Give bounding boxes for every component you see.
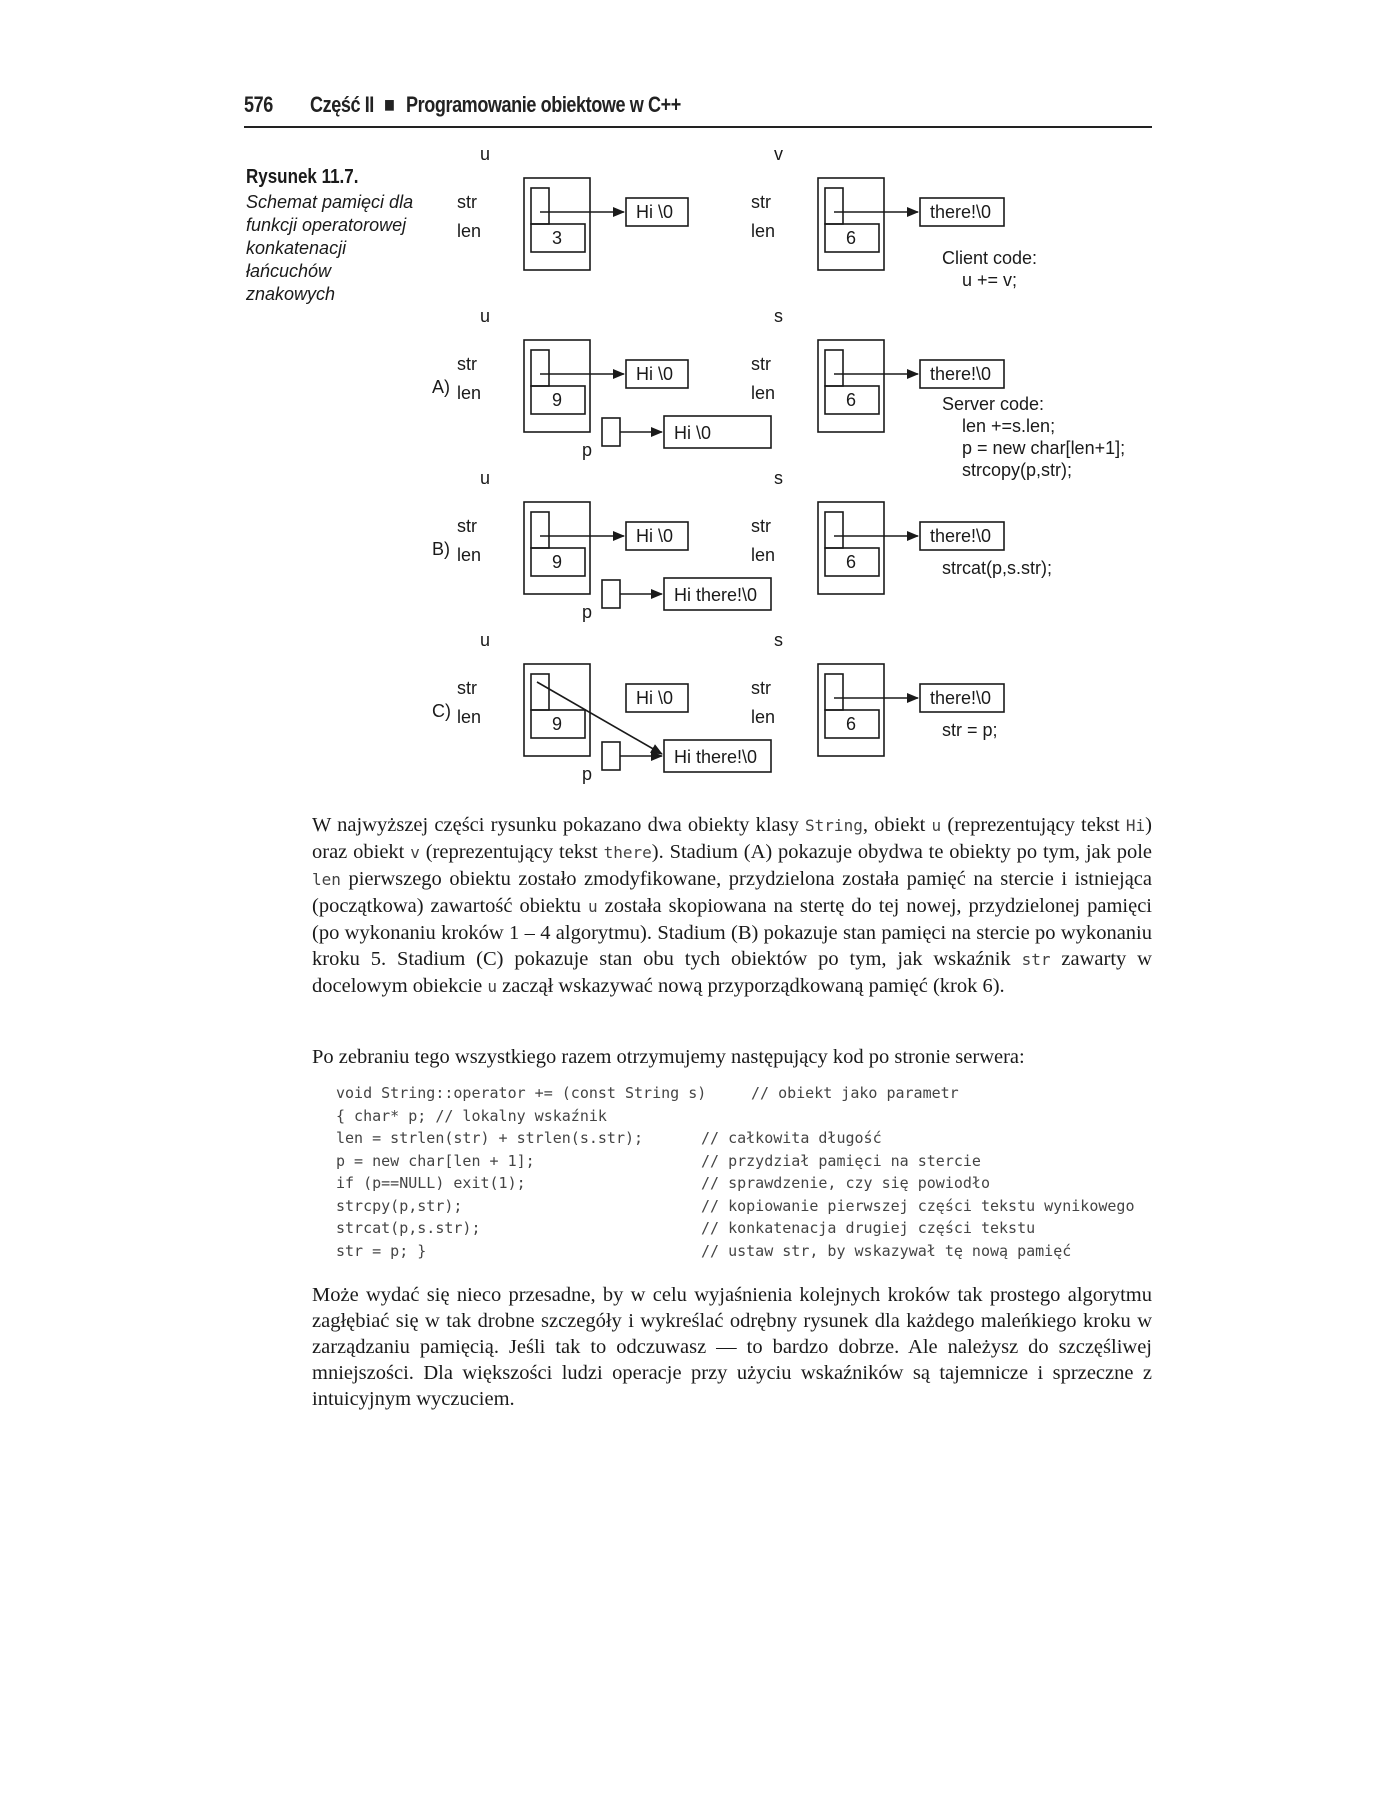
field-label-len: len — [457, 707, 482, 727]
object-name: s — [774, 630, 783, 650]
object-name: u — [480, 468, 491, 488]
field-label-len: len — [457, 221, 482, 241]
str-pointer-cell — [531, 674, 549, 710]
code-line — [336, 1172, 1156, 1195]
inline-code: String — [805, 816, 863, 835]
code-line — [336, 1150, 1156, 1173]
code-statement: strcpy(p,str); — [336, 1196, 463, 1215]
str-pointer-cell — [825, 350, 843, 386]
heap-buffer-text: Hi there!\0 — [674, 747, 758, 767]
object-name: s — [774, 306, 783, 326]
pointer-label-p: p — [582, 764, 593, 784]
len-value: 9 — [552, 552, 563, 572]
len-value: 9 — [552, 714, 563, 734]
str-pointer-cell — [825, 188, 843, 224]
paragraph-explanation: W najwyższej części rysunku pokazano dwa obiekty klasy String, obiekt u (reprezentujący tekst Hi) oraz obiekt v (reprezentujący tekst there). Stadium (A) pokazuje obydwa te obiekty po tym, jak pole len pierwszego obiektu zostało zmodyfikowane, przydzielona została pamięć na stercie i istniejąca (początkowa) zawartość obiektu u została skopiowana na stertę do tej nowej, przydzielonej pamięci (po wykonaniu kroków 1 – 4 algorytmu). Stadium (B) pokazuje stan pamięci na stercie po wykonaniu kroku 5. Stadium (C) pokazuje stan obu tych obiektów po tym, jak wskaźnik str zawarty w docelowym obiekcie u zaczął wskazywać nową przyporządkowaną pamięć (krok 6). — [312, 814, 1153, 997]
field-label-str: str — [457, 354, 477, 374]
inline-code: Hi — [1125, 816, 1146, 835]
buffer-text: there!\0 — [930, 202, 992, 222]
inline-code: u — [487, 977, 497, 996]
str-pointer-cell — [531, 512, 549, 548]
stage-label: B) — [432, 539, 450, 559]
field-label-len: len — [751, 545, 776, 565]
buffer-text: there!\0 — [930, 688, 992, 708]
code-comment: // obiekt jako parametr — [751, 1084, 959, 1102]
inline-code: str — [1021, 950, 1051, 969]
pointer-label-p: p — [582, 440, 593, 460]
field-label-str: str — [457, 516, 477, 536]
field-label-len: len — [751, 707, 776, 727]
len-value: 3 — [552, 228, 563, 248]
heap-buffer-text: Hi \0 — [674, 423, 712, 443]
code-listing — [336, 1082, 1156, 1262]
paragraph-conclusion: Może wydać się nieco przesadne, by w celu wyjaśnienia kolejnych kroków tak prostego algorytmu zagłębiać się w tak drobne szczegóły i wykreślać odrębny rysunek dla każdego maleńkiego kroku w zarządzaniu pamięcią. Jeśli tak to odczuwasz — to bardzo dobrze. Ale należysz do szczęśliwej mniejszości. Dla większości ludzi operacje przy użyciu wskaźników są tajemnicze i sprzeczne z intuicyjnym wyczuciem. — [312, 1284, 1152, 1410]
p-pointer-cell — [602, 580, 620, 608]
inline-code: u — [931, 816, 942, 835]
str-pointer-cell — [825, 512, 843, 548]
code-comment: // konkatenacja drugiej części tekstu — [701, 1219, 1036, 1237]
code-note: Client code: — [942, 248, 1038, 268]
page-number: 576 — [244, 92, 273, 117]
code-note: Server code: — [942, 394, 1045, 414]
buffer-text: Hi \0 — [636, 688, 674, 708]
code-statement: { char* p; // lokalny wskaźnik — [336, 1106, 607, 1125]
code-line — [336, 1240, 1156, 1263]
object-name: u — [480, 306, 491, 326]
len-value: 6 — [846, 714, 857, 734]
str-pointer-cell — [531, 188, 549, 224]
field-label-len: len — [457, 383, 482, 403]
field-label-len: len — [457, 545, 482, 565]
field-label-str: str — [751, 516, 771, 536]
code-line — [336, 1127, 1156, 1150]
part-title: Część II — [310, 92, 374, 117]
code-note: strcat(p,s.str); — [942, 558, 1053, 578]
code-comment: // sprawdzenie, czy się powiodło — [701, 1174, 990, 1192]
code-note: len +=s.len; — [962, 416, 1056, 436]
paragraph-intro-code: Po zebraniu tego wszystkiego razem otrzymujemy następujący kod po stronie serwera: — [312, 1046, 1025, 1068]
code-note: strcopy(p,str); — [962, 460, 1073, 480]
p-pointer-cell — [602, 418, 620, 446]
code-note: u += v; — [962, 270, 1018, 290]
code-comment: // ustaw str, by wskazywał tę nową pamięć — [701, 1241, 1072, 1260]
p-pointer-cell — [602, 742, 620, 770]
field-label-str: str — [457, 678, 477, 698]
object-name: s — [774, 468, 783, 488]
len-value: 6 — [846, 390, 857, 410]
object-name: u — [480, 630, 491, 650]
field-label-str: str — [751, 678, 771, 698]
code-comment: // przydział pamięci na stercie — [701, 1151, 981, 1170]
field-label-str: str — [751, 354, 771, 374]
inline-code: there — [603, 843, 652, 862]
code-statement: void String::operator += (const String s) — [336, 1084, 707, 1102]
bullet: ■ — [384, 92, 395, 117]
code-line — [336, 1195, 1156, 1218]
buffer-text: Hi \0 — [636, 526, 674, 546]
str-pointer-cell — [825, 674, 843, 710]
field-label-str: str — [457, 192, 477, 212]
object-name: v — [774, 144, 783, 164]
len-value: 6 — [846, 552, 857, 572]
buffer-text: Hi \0 — [636, 364, 674, 384]
chapter-title: Programowanie obiektowe w C++ — [406, 92, 681, 117]
inline-code: len — [312, 870, 341, 889]
code-note: str = p; — [942, 720, 998, 740]
pointer-label-p: p — [582, 602, 593, 622]
figure-label: Rysunek 11.7. — [246, 166, 359, 188]
len-value: 6 — [846, 228, 857, 248]
code-line — [336, 1105, 1156, 1128]
code-comment: // całkowita długość — [701, 1129, 882, 1147]
figure-caption-text: Schemat pamięci dla funkcji operatorowej konkatenacji łańcuchów znakowych — [246, 192, 414, 304]
code-line — [336, 1217, 1156, 1240]
str-pointer-cell — [531, 350, 549, 386]
inline-code: v — [410, 843, 420, 862]
code-statement: len = strlen(str) + strlen(s.str); — [336, 1129, 644, 1147]
code-comment: // kopiowanie pierwszej części tekstu wynikowego — [701, 1196, 1135, 1215]
code-line — [336, 1082, 1156, 1105]
field-label-len: len — [751, 383, 776, 403]
memory-diagram — [0, 0, 1400, 800]
field-label-len: len — [751, 221, 776, 241]
code-note: p = new char[len+1]; — [962, 438, 1126, 458]
stage-label: A) — [432, 377, 450, 397]
inline-code: u — [588, 897, 598, 916]
stage-label: C) — [432, 701, 451, 721]
code-statement: p = new char[len + 1]; — [336, 1151, 535, 1170]
code-statement: strcat(p,s.str); — [336, 1219, 481, 1237]
code-statement: if (p==NULL) exit(1); — [336, 1174, 526, 1192]
heap-buffer-text: Hi there!\0 — [674, 585, 758, 605]
buffer-text: Hi \0 — [636, 202, 674, 222]
buffer-text: there!\0 — [930, 526, 992, 546]
code-statement: str = p; } — [336, 1241, 427, 1260]
field-label-str: str — [751, 192, 771, 212]
buffer-text: there!\0 — [930, 364, 992, 384]
len-value: 9 — [552, 390, 563, 410]
object-name: u — [480, 144, 491, 164]
